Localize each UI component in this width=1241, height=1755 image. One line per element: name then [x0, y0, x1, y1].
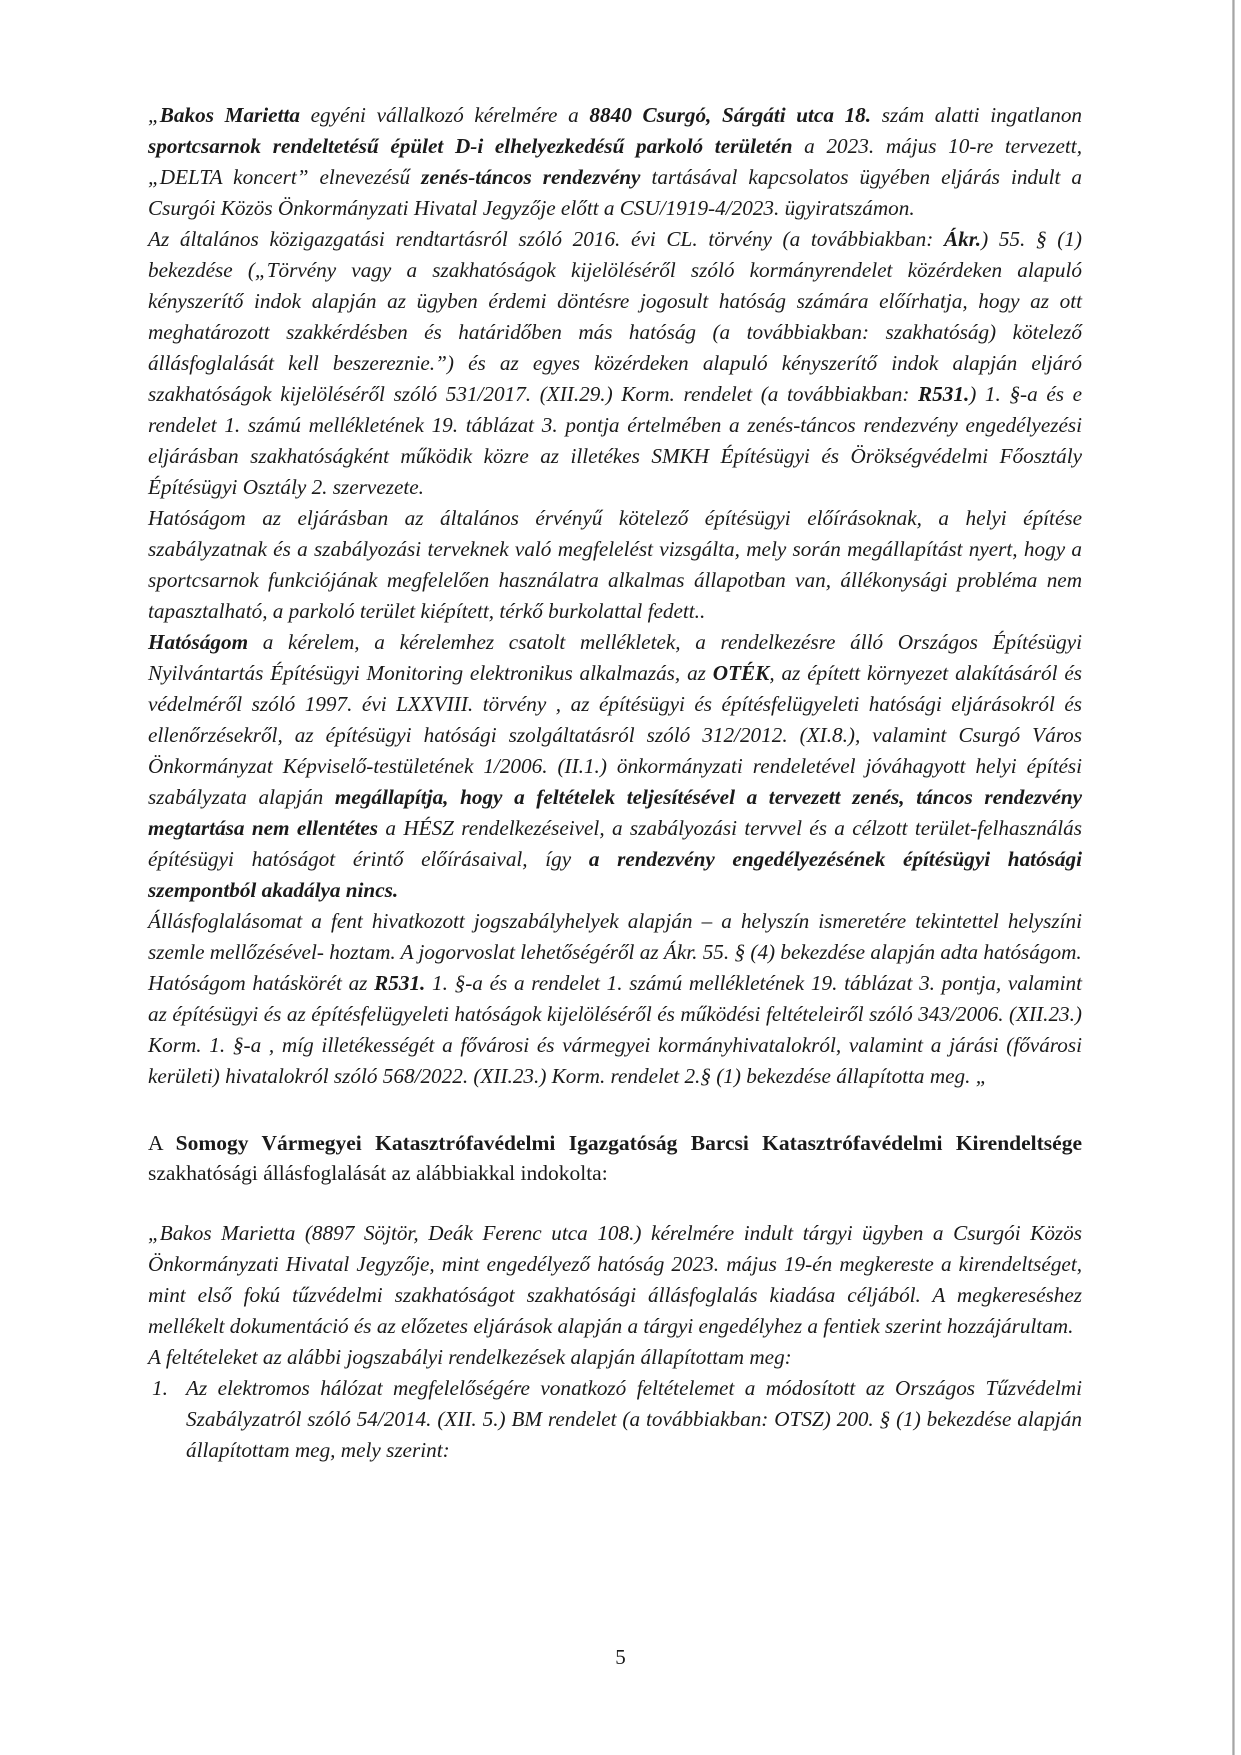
paragraph-fire-request: „Bakos Marietta (8897 Söjtör, Deák Ferenc utca 108.) kérelmére indult tárgyi ügyben a Csurgói Közös Önkormányzati Hivatal Jegyzője, mint engedélyező hatóság 2023. május 19-én megkereste a kirendeltséget, mint első fokú tűzvédelmi szakhatóságot szakhatósági állásfoglalás kiadása céljából. A megkereséshez mellékelt dokumentáció és az előzetes eljárások alapján a tárgyi engedélyhez a fentiek szerint hozzájárultam. [148, 1221, 1082, 1338]
paragraph-determination: Hatóságom a kérelem, a kérelemhez csatolt mellékletek, a rendelkezésre álló Országos Építésügyi Nyilvántartás Építésügyi Monitoring elektronikus alkalmazás, az OTÉK, az épített környezet alakításáról és védelméről szóló 1997. évi LXXVIII. törvény , az építésügyi és építésfelügyeleti hatósági eljárásokról és ellenőrzésekről, az építésügyi hatósági szolgáltatásról szóló 312/2012. (XI.8.), valamint Csurgó Város Önkormányzat Képviselő-testületének 1/2006. (II.1.) önkormányzati rendeletével jóváhagyott helyi építési szabályzata alapján megállapítja, hogy a feltételek teljesítésével a tervezett zenés, táncos rendezvény megtartása nem ellentétes a HÉSZ rendelkezéseivel, a szabályozási tervvel és a célzott terület-felhasználás építésügyi hatóságot érintő előírásaival, így a rendezvény engedélyezésének építésügyi hatósági szempontból akadálya nincs. [148, 630, 1083, 902]
paragraph-akr-legal-basis: Az általános közigazgatási rendtartásról szóló 2016. évi CL. törvény (a továbbiakban: Ákr.) 55. § (1) bekezdése („Törvény vagy a szakhatóságok kijelöléséről szóló kormányrendelet közérdeken alapuló kényszerítő indok alapján az ügyben érdemi döntésre jogosult hatóság számára előírhatja, hogy az ott meghatározott szakkérdésben és határidőben más hatóság (a továbbiakban: szakhatóság) kötelező állásfoglalását kell beszereznie.”) és az egyes közérdeken alapuló kényszerítő indok alapján eljáró szakhatóságok kijelöléséről szóló 531/2017. (XII.29.) Korm. rendelet (a továbbiakban: R531.) 1. §-a és e rendelet 1. számú mellékletének 19. táblázat 3. pontja értelmében a zenés-táncos rendezvény engedélyezési eljárásban szakhatóságként működik közre az illetékes SMKH Építésügyi és Örökségvédelmi Főosztály Építésügyi Osztály 2. szervezete. [148, 227, 1082, 499]
list-item-number: 1. [152, 1376, 168, 1400]
paragraph-request: „Bakos Marietta egyéni vállalkozó kérelmére a 8840 Csurgó, Sárgáti utca 18. szám alatti ingatlanon sportcsarnok rendeltetésű épület D-i elhelyezkedésű parkoló területén a 2023. május 10-re tervezett, „DELTA koncert” elnevezésű zenés-táncos rendezvény tartásával kapcsolatos ügyében eljárás indult a Csurgói Közös Önkormányzati Hivatal Jegyzője előtt a CSU/1919-4/2023. ügyiratszámon. [148, 103, 1083, 220]
list-item [148, 1373, 1082, 1466]
section-spacer [148, 1092, 1082, 1128]
conditions-list [148, 1373, 1082, 1466]
paragraph-position-statement: Állásfoglalásomat a fent hivatkozott jogszabályhelyek alapján – a helyszín ismeretére tekintettel helyszíni szemle mellőzésével- hoztam. A jogorvoslat lehetőségéről az Ákr. 55. § (4) bekezdése alapján adta hatóságom. [148, 909, 1082, 964]
paragraph-examination: Hatóságom az eljárásban az általános érvényű kötelező építésügyi előírásoknak, a helyi építése szabályzatnak és a szabályozási terveknek való megfelelést vizsgálta, mely során megállapítást nyert, hogy a sportcsarnok funkciójának megfelelően használatra alkalmas állapotban van, állékonysági probléma nem tapasztalható, a parkoló terület kiépített, térkő burkolattal fedett.. [148, 506, 1082, 623]
paragraph-disaster-authority-intro: A Somogy Vármegyei Katasztrófavédelmi Igazgatóság Barcsi Katasztrófavédelmi Kirendeltsége szakhatósági állásfoglalását az alábbiakkal indokolta: [148, 1131, 1083, 1185]
section-spacer [148, 1188, 1082, 1218]
list-item-text: Az elektromos hálózat megfelelőségére vonatkozó feltételemet a módosított az Országos Tűzvédelmi Szabályzatról szóló 54/2014. (XII. 5.) BM rendelet (a továbbiakban: OTSZ) 200. § (1) bekezdése alapján állapítottam meg, mely szerint: [186, 1376, 1082, 1462]
scan-edge-shadow [1232, 0, 1235, 1755]
paragraph-competence: Hatóságom hatáskörét az R531. 1. §-a és a rendelet 1. számú mellékletének 19. táblázat 3. pontja, valamint az építésügyi és az építésfelügyeleti hatóságok kijelöléséről és működési feltételeiről szóló 343/2006. (XII.23.) Korm. 1. §-a , míg illetékességét a fővárosi és vármegyei kormányhivatalokról, valamint a járási (fővárosi kerületi) hivatalokról szóló 568/2022. (XII.23.) Korm. rendelet 2.§ (1) bekezdése állapította meg. „ [148, 971, 1082, 1088]
quoted-block-building-authority [148, 100, 1082, 1092]
quoted-block-fire-authority [148, 1218, 1082, 1466]
paragraph-conditions-intro: A feltételeket az alábbi jogszabályi rendelkezések alapján állapítottam meg: [148, 1345, 792, 1369]
page-number: 5 [615, 1645, 626, 1669]
document-page [148, 100, 1082, 1466]
